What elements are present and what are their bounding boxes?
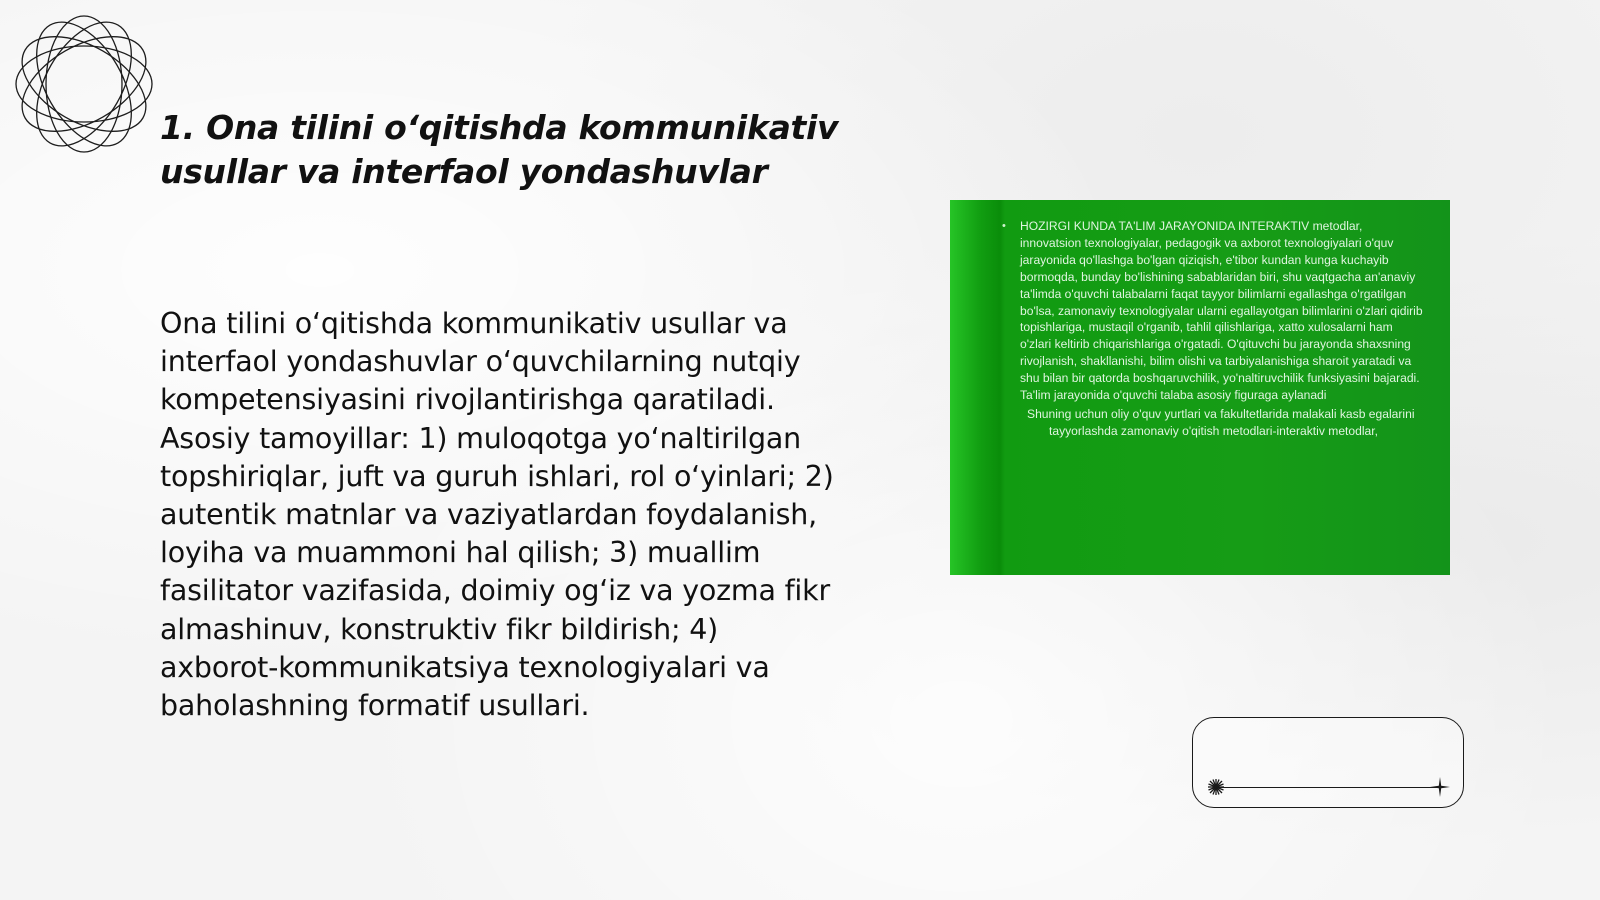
star-cross-icon: [1429, 776, 1451, 798]
divider-line: [1216, 787, 1438, 788]
panel-bullet-item: [1000, 218, 1424, 404]
bullet-dot-icon: •: [1002, 220, 1006, 232]
decorative-frame: [1192, 717, 1464, 808]
sparkle-icon: [1207, 778, 1225, 796]
panel-paragraph-1: HOZIRGI KUNDA TA'LIM JARAYONIDA INTERAKTIV metodlar, innovatsion texnologiyalar, pedagogik va axborot texnologiyalari o'quv jarayonida qo'llashga bo'lgan qiziqish, e'tibor kundan kunga kuchayib bormoqda, bunday bo'lishining sabablaridan biri, shu vaqtgacha an'anaviy ta'limda o'quvchi talabalarni faqat tayyor bilimlarni egallashga o'rgatilgan bo'lsa, zamonaviy texnologiyalar ularni egallayotgan bilimlarini o'zlari qidirib topishlariga, mustaqil o'rganib, tahlil qilishlariga, xatto xulosalarni ham o'zlari keltirib chiqarishlariga o'rgatadi. O'qituvchi bu jarayonda shaxsning rivojlanish, shakllanishi, bilim olishi va tarbiyalanishiga sharoit yaratadi va shu bilan bir qatorda boshqaruvchilik, yo'naltiruvchilik funksiyasini bajaradi. Ta'lim jarayonida o'quvchi talaba asosiy figuraga aylanadi: [1020, 219, 1423, 403]
circular-ornament-icon: [10, 10, 158, 158]
text-image-panel: [950, 200, 1450, 575]
slide-body-text: Ona tilini o‘qitishda kommunikativ usullar va interfaol yondashuvlar o‘quvchilarning nutqiy kompetensiyasini rivojlantirishga qaratiladi. Asosiy tamoyillar: 1) muloqotga yo‘naltirilgan topshiriqlar, juft va guruh ishlari, rol o‘yinlari; 2) autentik matnlar va vaziyatlardan foydalanish, loyiha va muammoni hal qilish; 3) muallim fasilitator vazifasida, doimiy og‘iz va yozma fikr almashinuv, konstruktiv fikr bildirish; 4) axborot-kommunikatsiya texnologiyalari va baholashning formatif usullari.: [160, 307, 834, 723]
panel-paragraph-2: Shuning uchun oliy o'quv yurtlari va fakultetlarida malakali kasb egalarini tayyorlashda zamonaviy o'qitish metodlari-interaktiv metodlar,: [1027, 406, 1415, 438]
slide-title: 1. Ona tilini o‘qitishda kommunikativ usullar va interfaol yondashuvlar: [160, 108, 839, 191]
